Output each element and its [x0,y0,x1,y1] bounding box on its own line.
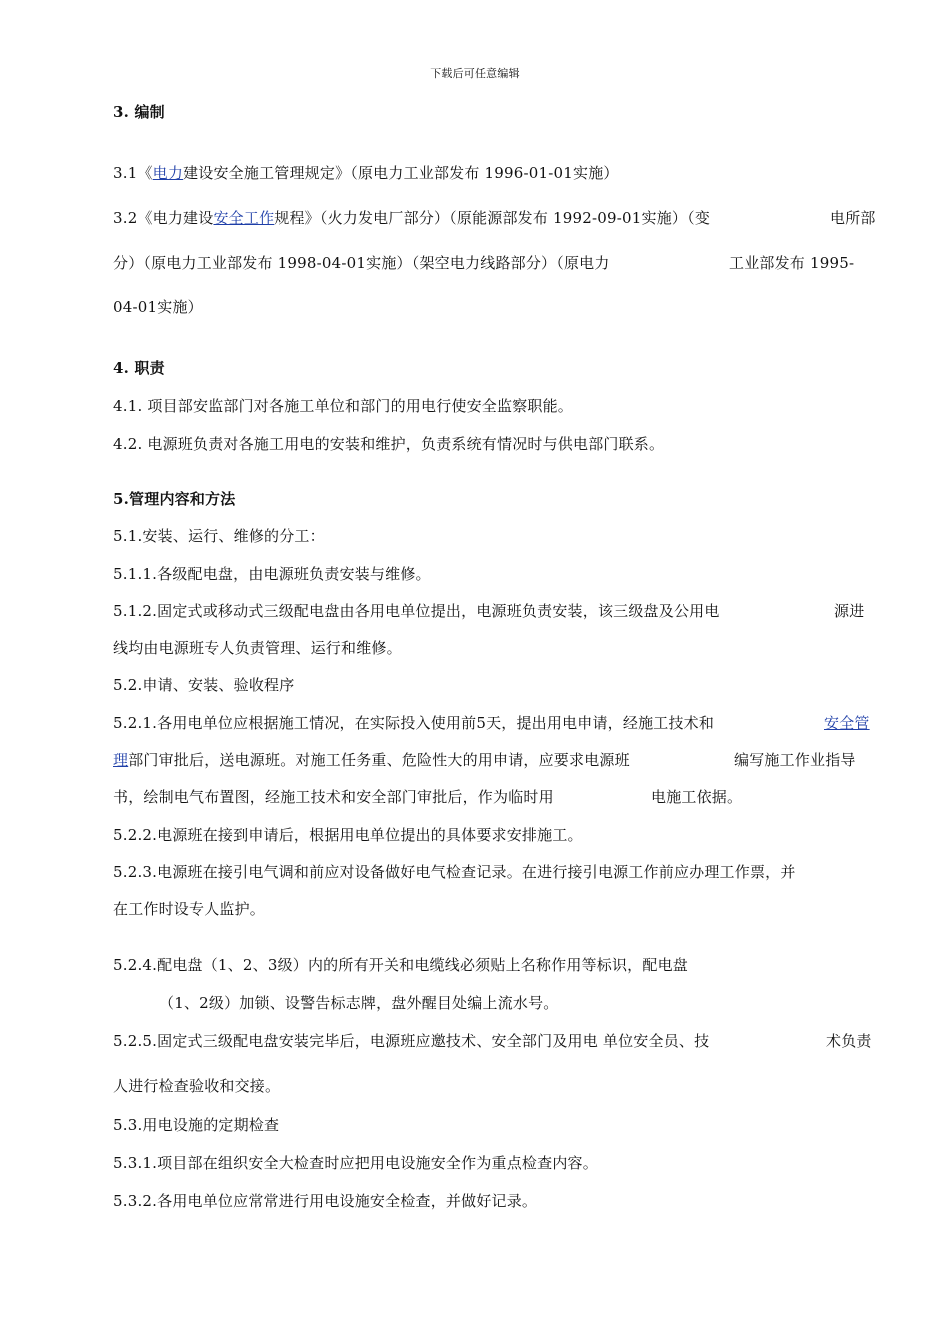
para-5-3-2: 5.3.2.各用电单位应常常进行用电设施安全检查，并做好记录。 [113,1192,538,1210]
para-5-2-2: 5.2.2.电源班在接到申请后，根据用电单位提出的具体要求安排施工。 [113,826,583,844]
para-5-1-2-line2: 线均由电源班专人负责管理、运行和维修。 [113,639,402,657]
para-5-1-2-line1-end: 源进 [834,602,865,620]
para-5-2-1-line1: 5.2.1.各用电单位应根据施工情况，在实际投入使用前5天，提出用电申请，经施工技术和 [113,714,715,732]
para-3-2-line2-end: 工业部发布 1995- [729,254,855,272]
section-3-heading: 3. 编制 [113,103,165,121]
para-5-2-1-line2-end: 编写施工作业指导 [734,751,856,769]
section-4-heading: 4. 职责 [113,359,165,377]
para-3-1-prefix: 3.1《 [113,164,153,182]
section-5-heading: 5.管理内容和方法 [113,490,236,508]
link-dianli[interactable]: 电力 [152,164,184,182]
para-5-2-1-line3: 书，绘制电气布置图，经施工技术和安全部门审批后，作为临时用 [113,788,554,806]
para-5-1-1: 5.1.1.各级配电盘，由电源班负责安装与维修。 [113,565,431,583]
para-5-2-1-line2 [113,750,630,770]
para-3-1-text: 建设安全施工管理规定》（原电力工业部发布 1996-01-01实施） [183,164,619,182]
para-4-1: 4.1. 项目部安监部门对各施工单位和部门的用电行使安全监察职能。 [113,397,573,415]
para-5-3-1: 5.3.1.项目部在组织安全大检查时应把用电设施安全作为重点检查内容。 [113,1154,598,1172]
para-5-2: 5.2.申请、安装、验收程序 [113,676,295,694]
para-3-1 [113,163,619,183]
para-5-2-5-line1-end: 术负责 [826,1032,872,1050]
para-5-2-4-line2: （1、2级）加锁、设警告标志牌，盘外醒目处编上流水号。 [159,994,559,1012]
para-5-2-1-line3-end: 电施工依据。 [651,788,743,806]
para-5-2-5-line2: 人进行检查验收和交接。 [113,1077,281,1095]
para-5-2-4-line1: 5.2.4.配电盘（1、2、3级）内的所有开关和电缆线必须贴上名称作用等标识，配电盘 [113,956,688,974]
link-li[interactable]: 理 [113,751,129,769]
header-note: 下载后可任意编辑 [430,67,520,80]
para-5-2-1-line2-text: 部门审批后，送电源班。对施工任务重、危险性大的用申请，应要求电源班 [128,751,630,769]
para-5-1: 5.1.安装、运行、维修的分工： [113,527,325,545]
para-3-2-prefix: 3.2《电力建设 [113,209,214,227]
para-5-1-2-line1: 5.1.2.固定式或移动式三级配电盘由各用电单位提出，电源班负责安装，该三级盘及公用电 [113,602,720,620]
link-anquan-guan[interactable]: 安全管 [824,714,870,732]
para-5-2-5-line1: 5.2.5.固定式三级配电盘安装完毕后，电源班应邀技术、安全部门及用电 单位安全员、技 [113,1032,710,1050]
para-3-2-line1-end: 电所部 [830,209,876,227]
para-5-3: 5.3.用电设施的定期检查 [113,1116,280,1134]
para-4-2: 4.2. 电源班负责对各施工用电的安装和维护，负责系统有情况时与供电部门联系。 [113,435,665,453]
para-3-2-line2: 分）（原电力工业部发布 1998-04-01实施）（架空电力线路部分）（原电力 [113,254,610,272]
para-3-2-line1 [113,208,710,228]
para-5-2-3-line1: 5.2.3.电源班在接引电气调和前应对设备做好电气检查记录。在进行接引电源工作前应办理工作票，并 [113,863,796,881]
para-3-2-text-a: 规程》（火力发电厂部分）（原能源部发布 1992-09-01实施）（变 [274,209,711,227]
para-5-2-3-line2: 在工作时设专人监护。 [113,900,266,918]
para-3-2-line3: 04-01实施） [113,298,203,316]
link-anquan-gongzuo[interactable]: 安全工作 [213,209,275,227]
